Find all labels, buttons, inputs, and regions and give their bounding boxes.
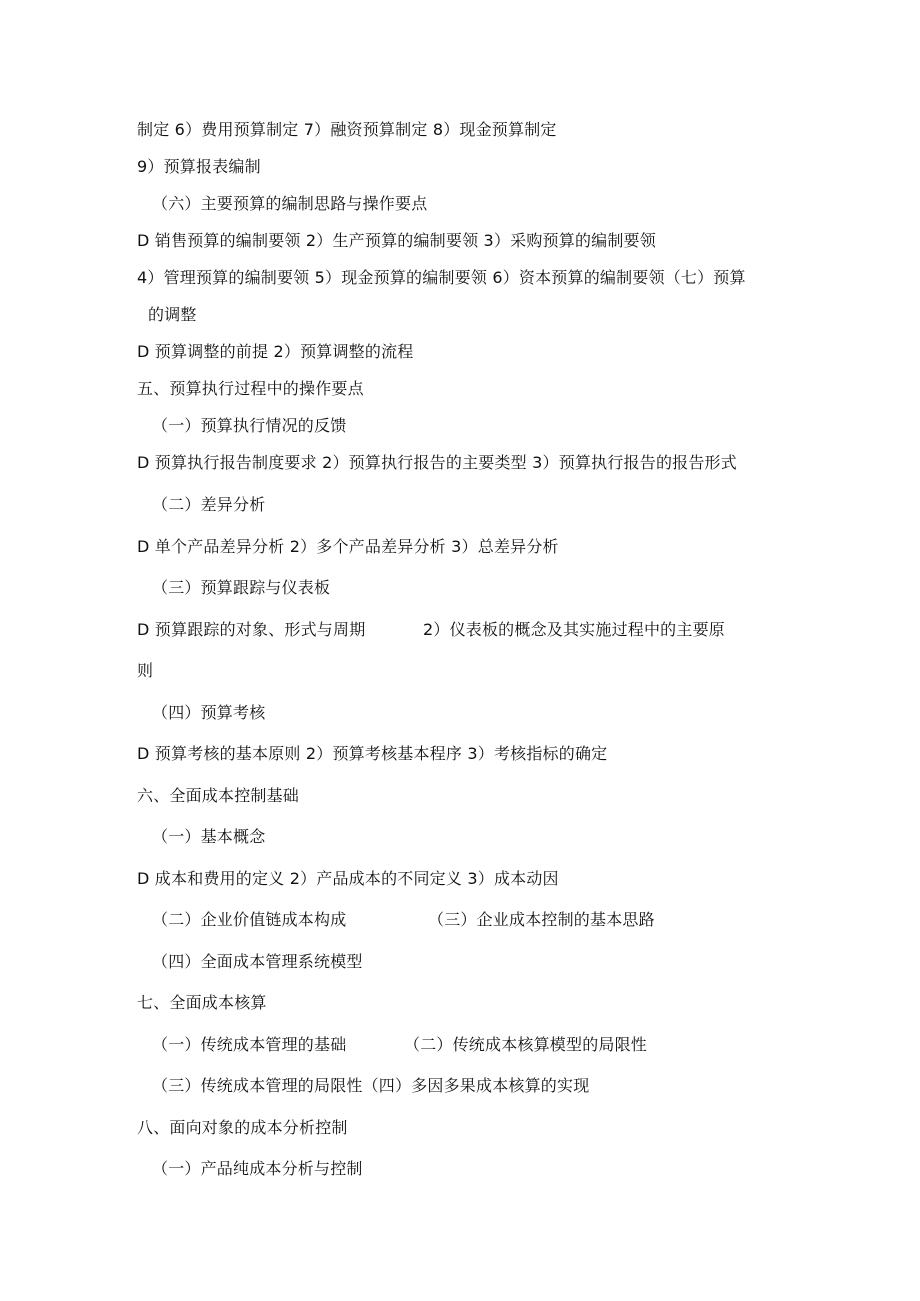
chapter-heading: 五、预算执行过程中的操作要点 bbox=[137, 379, 364, 398]
section-heading: （三）预算跟踪与仪表板 bbox=[152, 578, 331, 597]
section-heading: （三）传统成本管理的局限性（四）多因多果成本核算的实现 bbox=[152, 1076, 590, 1095]
text-line: D 预算调整的前提 2）预算调整的流程 bbox=[137, 342, 414, 361]
text-line: D 单个产品差异分析 2）多个产品差异分析 3）总差异分析 bbox=[137, 537, 559, 556]
section-heading: （二）传统成本核算模型的局限性 bbox=[404, 1035, 648, 1054]
text-line: D 预算执行报告制度要求 2）预算执行报告的主要类型 3）预算执行报告的报告形式 bbox=[137, 453, 737, 472]
text-line: 则 bbox=[137, 661, 154, 680]
chapter-heading: 七、全面成本核算 bbox=[137, 993, 267, 1012]
section-heading: （六）主要预算的编制思路与操作要点 bbox=[152, 194, 428, 213]
section-heading: （四）预算考核 bbox=[152, 703, 266, 722]
text-line: D 预算跟踪的对象、形式与周期 bbox=[137, 620, 366, 639]
section-heading: （一）传统成本管理的基础 bbox=[152, 1035, 347, 1054]
chapter-heading: 六、全面成本控制基础 bbox=[137, 786, 300, 805]
chapter-heading: 八、面向对象的成本分析控制 bbox=[137, 1118, 348, 1137]
section-heading: （一）产品纯成本分析与控制 bbox=[152, 1159, 363, 1178]
text-line: 2）仪表板的概念及其实施过程中的主要原 bbox=[423, 620, 725, 639]
section-heading: （三）企业成本控制的基本思路 bbox=[428, 910, 655, 929]
section-heading: （一）基本概念 bbox=[152, 827, 266, 846]
text-line: D 成本和费用的定义 2）产品成本的不同定义 3）成本动因 bbox=[137, 869, 559, 888]
text-line: 9）预算报表编制 bbox=[137, 157, 261, 176]
section-heading: （二）差异分析 bbox=[152, 495, 266, 514]
text-line: D 销售预算的编制要领 2）生产预算的编制要领 3）采购预算的编制要领 bbox=[137, 231, 656, 250]
text-line: 的调整 bbox=[148, 305, 197, 324]
section-heading: （一）预算执行情况的反馈 bbox=[152, 416, 347, 435]
text-line: 4）管理预算的编制要领 5）现金预算的编制要领 6）资本预算的编制要领（七）预算 bbox=[137, 268, 746, 287]
section-heading: （四）全面成本管理系统模型 bbox=[152, 952, 363, 971]
section-heading: （二）企业价值链成本构成 bbox=[152, 910, 347, 929]
text-line: 制定 6）费用预算制定 7）融资预算制定 8）现金预算制定 bbox=[137, 120, 557, 139]
text-line: D 预算考核的基本原则 2）预算考核基本程序 3）考核指标的确定 bbox=[137, 744, 608, 763]
